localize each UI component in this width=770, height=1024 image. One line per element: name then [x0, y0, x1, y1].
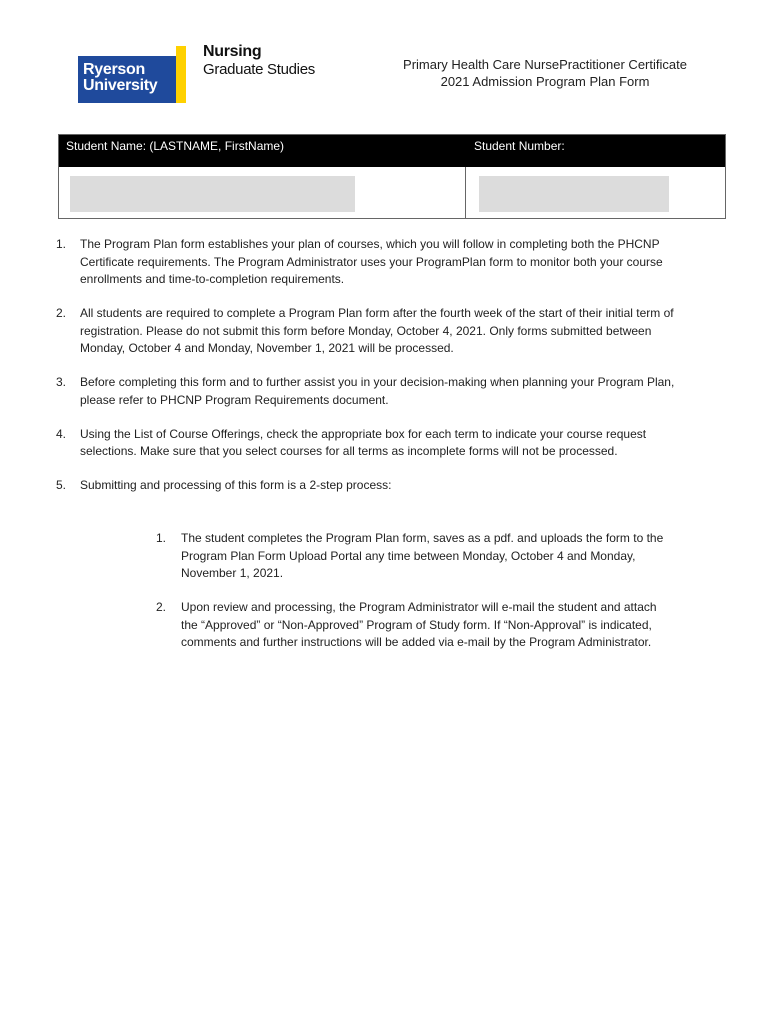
- instruction-number: 3.: [56, 375, 67, 389]
- instruction-number: 2.: [56, 306, 67, 320]
- step-text: Upon review and processing, the Program Administrator will e-mail the student and attach the “Approved” or “Non-Approved” Program of Study form. If “Non-Approval” is indicated, comments and further instructions will be added via e-mail by the Program Administrator.: [181, 600, 657, 649]
- instructions-list: [56, 236, 696, 511]
- logo-yellow-bar: [176, 46, 186, 103]
- step-number: 2.: [156, 600, 167, 614]
- instruction-text: The Program Plan form establishes your plan of courses, which you will follow in completing both the PHCNP Certificate requirements. The Program Administrator uses your ProgramPlan form to monitor both your course enrollments and time-to-completion requirements.: [80, 237, 663, 286]
- document-title: [380, 56, 710, 90]
- instruction-number: 1.: [56, 237, 67, 251]
- instruction-number: 5.: [56, 478, 67, 492]
- student-number-field[interactable]: [479, 176, 669, 212]
- document-title-line2: 2021 Admission Program Plan Form: [440, 74, 650, 89]
- student-name-label: Student Name: (LASTNAME, FirstName): [66, 139, 285, 153]
- document-title-line1: Primary Health Care NursePractitioner Certificate: [403, 57, 687, 72]
- page-header: [0, 0, 770, 120]
- student-info-table: [58, 134, 726, 219]
- instruction-item: [56, 426, 696, 461]
- logo-dept-line1: Nursing: [203, 43, 262, 60]
- step-text: The student completes the Program Plan form, saves as a pdf. and uploads the form to the Program Plan Form Upload Portal any time between Monday, October 4 and Monday, November 1, 2021.: [181, 531, 664, 580]
- ryerson-nursing-logo: [78, 43, 328, 104]
- instruction-item: [56, 236, 696, 289]
- ryerson-university-logo-box: [78, 56, 176, 103]
- instruction-text: Submitting and processing of this form is a 2-step process:: [80, 478, 392, 492]
- instruction-item: [56, 305, 696, 358]
- logo-university-line2: University: [83, 77, 158, 94]
- instruction-number: 4.: [56, 426, 67, 441]
- instruction-text: All students are required to complete a Program Plan form after the fourth week of the start of their initial term of registration. Please do not submit this form before Monday, October 4, 2021. Only forms submitted between Monday, October 4 and Monday, November 1, 2021 will be processed.: [80, 306, 674, 355]
- instruction-item: [56, 374, 696, 409]
- logo-university-line1: Ryerson: [83, 61, 145, 78]
- process-step-item: [156, 530, 671, 583]
- step-number: 1.: [156, 531, 167, 545]
- instruction-item: [56, 477, 696, 495]
- process-steps-list: [156, 530, 671, 668]
- process-step-item: [156, 599, 671, 652]
- student-name-field[interactable]: [70, 176, 355, 212]
- instruction-text: Using the List of Course Offerings, check the appropriate box for each term to indicate your course request selections. Make sure that you select courses for all terms as incomplete forms will not be processed.: [80, 426, 647, 458]
- table-divider: [465, 167, 466, 219]
- student-number-label: Student Number:: [474, 139, 565, 153]
- instruction-text: Before completing this form and to further assist you in your decision-making when planning your Program Plan, please refer to PHCNP Program Requirements document.: [80, 375, 675, 407]
- logo-dept-line2: Graduate Studies: [203, 61, 315, 78]
- student-table-header: [59, 135, 725, 167]
